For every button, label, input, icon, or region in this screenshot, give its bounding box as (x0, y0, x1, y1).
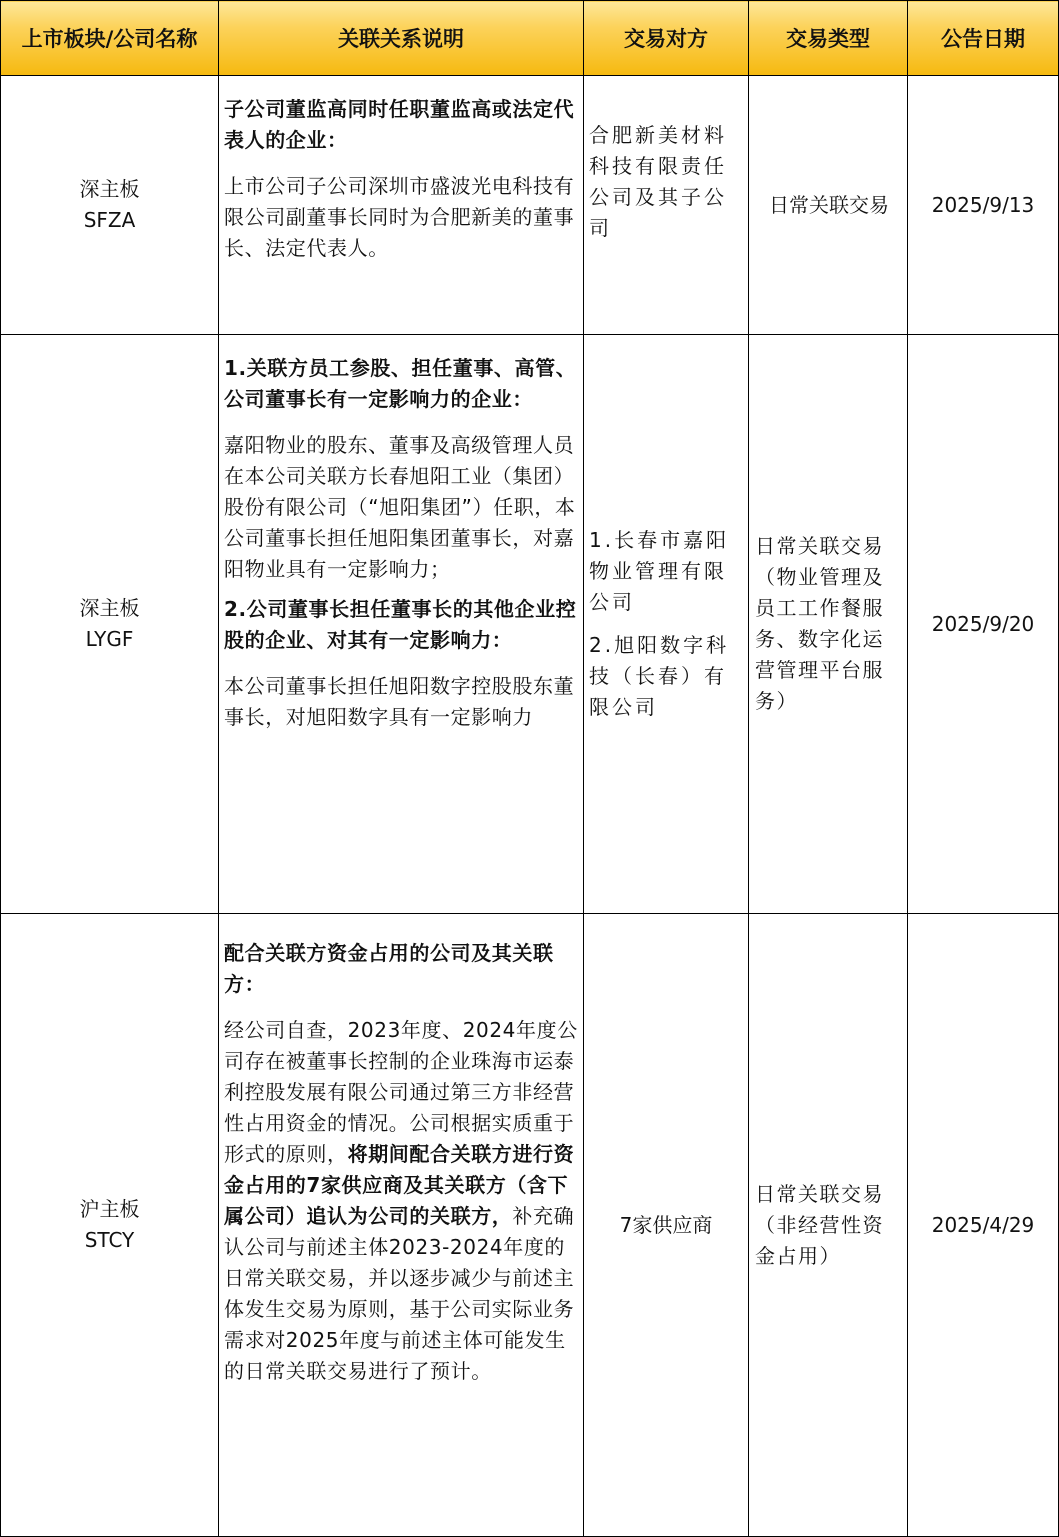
counterparty-text: 7家供应商 (619, 1212, 713, 1237)
table-row (1, 335, 1059, 914)
type-text: 日常关联交易 (769, 192, 889, 217)
counterparty-cell (584, 335, 749, 914)
relation-title: 配合关联方资金占用的公司及其关联方： (224, 941, 554, 996)
table-row (1, 76, 1059, 335)
type-cell (749, 335, 908, 914)
relation-title: 1.关联方员工参股、担任董事、高管、公司董事长有一定影响力的企业： (224, 356, 577, 411)
header-counterparty: 交易对方 (584, 1, 749, 76)
relation-text: 本公司董事长担任旭阳数字控股股东董事长，对旭阳数字具有一定影响力 (224, 674, 575, 729)
type-text: 日常关联交易 (755, 1181, 884, 1206)
counterparty-cell (584, 76, 749, 335)
board-name: 沪主板 (79, 1197, 140, 1221)
header-relation: 关联关系说明 (219, 1, 584, 76)
board-cell (1, 335, 219, 914)
relation-text-emphasis: 将期间配合关联方进行资金占用的7家供应商及其关联方（含下属公司）追认为公司的关联方， (224, 1142, 575, 1228)
counterparty-text: 合肥新美材料科技有限责任公司及其子公司 (589, 123, 727, 240)
header-type: 交易类型 (749, 1, 908, 76)
counterparty-text: 1.长春市嘉阳物业管理有限公司 (589, 528, 730, 614)
date-cell: 2025/4/29 (908, 914, 1059, 1537)
table-row (1, 914, 1059, 1537)
board-name: 深主板 (79, 596, 140, 620)
relation-cell (219, 335, 584, 914)
relation-text-part: 补充确认公司与前述主体2023-2024年度的日常关联交易，并以逐步减少与前述主体发生交易为原则，基于公司实际业务需求对2025年度与前述主体可能发生的日常关联交易进行了预计。 (224, 1204, 575, 1383)
header-date: 公告日期 (908, 1, 1059, 76)
type-detail: （物业管理及员工工作餐服务、数字化运营管理平台服务） (755, 565, 884, 713)
relation-cell (219, 76, 584, 335)
table-header (1, 1, 1059, 76)
relation-title: 2.公司董事长担任董事长的其他企业控股的企业、对其有一定影响力： (224, 597, 577, 652)
company-code: LYGF (85, 627, 134, 651)
type-text: 日常关联交易 (755, 534, 884, 558)
counterparty-cell (584, 914, 749, 1537)
board-cell (1, 76, 219, 335)
date-cell: 2025/9/13 (908, 76, 1059, 335)
relation-text: 上市公司子公司深圳市盛波光电科技有限公司副董事长同时为合肥新美的董事长、法定代表人。 (224, 174, 575, 260)
relation-cell (219, 914, 584, 1537)
relation-text-part: 经公司自查，2023年度、2024年度公司存在被董事长控制的企业珠海市运泰利控股发展有限公司通过第三方非经营性占用资金的情况。公司根据实质重于形式的原则， (224, 1018, 578, 1166)
header-board: 上市板块/公司名称 (1, 1, 219, 76)
relation-text (224, 1015, 579, 1387)
type-cell (749, 914, 908, 1537)
company-code: STCY (84, 1228, 135, 1252)
type-cell (749, 76, 908, 335)
company-code: SFZA (83, 208, 136, 232)
relation-title: 子公司董监高同时任职董监高或法定代表人的企业： (224, 97, 575, 152)
board-cell (1, 914, 219, 1537)
date-cell: 2025/9/20 (908, 335, 1059, 914)
counterparty-text: 2.旭阳数字科技（长春）有限公司 (589, 633, 730, 719)
type-detail: （非经营性资金占用） (755, 1212, 884, 1268)
board-name: 深主板 (79, 177, 140, 201)
relation-text: 嘉阳物业的股东、董事及高级管理人员在本公司关联方长春旭阳工业（集团）股份有限公司（“旭阳集团”）任职，本公司董事长担任旭阳集团董事长，对嘉阳物业具有一定影响力； (224, 433, 576, 581)
